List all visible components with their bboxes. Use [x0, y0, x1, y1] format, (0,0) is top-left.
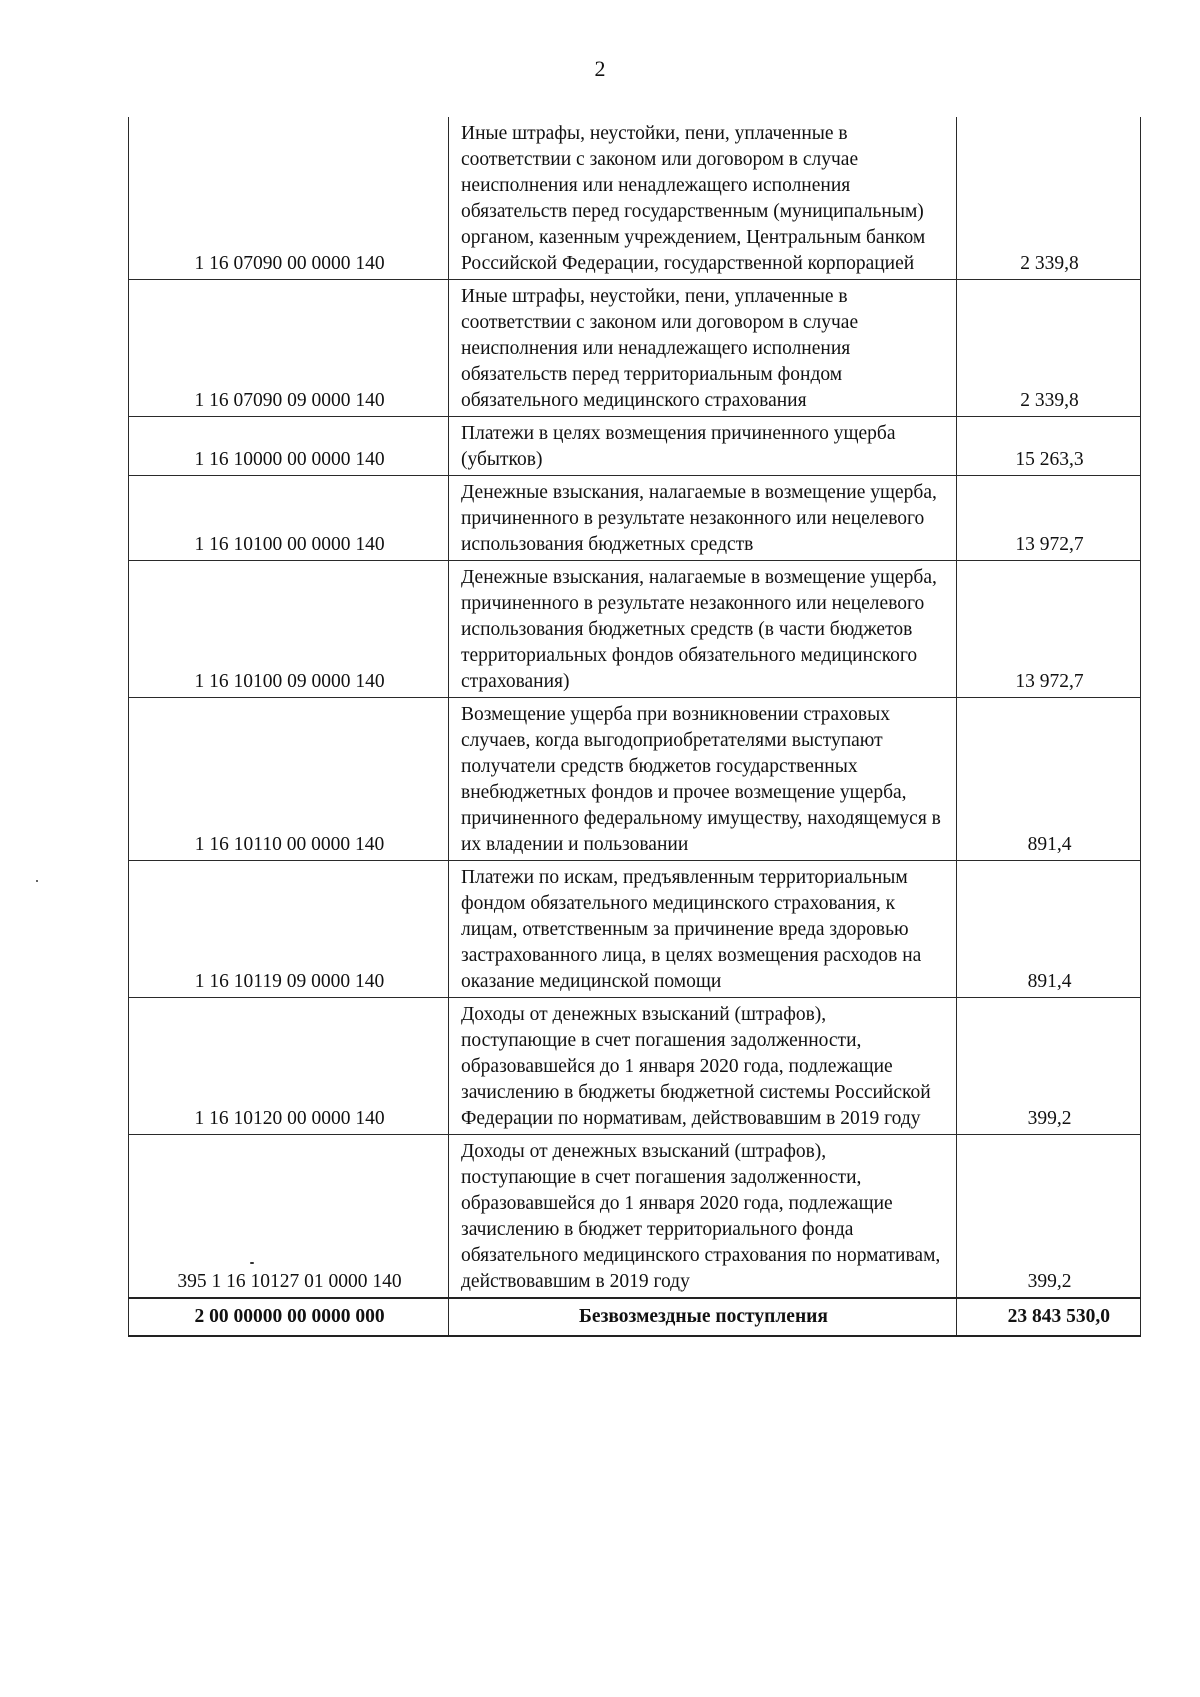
budget-code: 1 16 10100 09 0000 140	[129, 561, 449, 698]
table-row	[129, 561, 1141, 698]
total-row	[129, 1298, 1141, 1336]
revenue-name: Возмещение ущерба при возникновении страховых случаев, когда выгодоприобретателями выступают получатели средств бюджетов государственных внебюджетных фондов и прочее возмещение ущерба, причиненного федеральному имуществу, находящемуся в их владении и пользовании	[449, 698, 957, 861]
revenue-name: Доходы от денежных взысканий (штрафов), поступающие в счет погашения задолженности, образовавшейся до 1 января 2020 года, подлежащие зачислению в бюджеты бюджетной системы Российской Федерации по нормативам, действовавшим в 2019 году	[449, 998, 957, 1135]
scan-speck	[250, 1262, 254, 1264]
revenue-amount: 15 263,3	[957, 417, 1141, 476]
revenue-amount: 399,2	[957, 1135, 1141, 1299]
budget-code: 1 16 07090 09 0000 140	[129, 280, 449, 417]
table-row	[129, 280, 1141, 417]
revenue-amount: 2 339,8	[957, 117, 1141, 280]
total-name: Безвозмездные поступления	[449, 1298, 957, 1336]
revenue-amount: 891,4	[957, 861, 1141, 998]
table-row	[129, 117, 1141, 280]
budget-code: 1 16 10120 00 0000 140	[129, 998, 449, 1135]
table-row	[129, 998, 1141, 1135]
page-number: 2	[594, 56, 606, 81]
revenue-name: Доходы от денежных взысканий (штрафов), поступающие в счет погашения задолженности, образовавшейся до 1 января 2020 года, подлежащие зачислению в бюджет территориального фонда обязательного медицинского страхования по нормативам, действовавшим в 2019 году	[449, 1135, 957, 1299]
revenue-amount: 891,4	[957, 698, 1141, 861]
table-row	[129, 417, 1141, 476]
table-row	[129, 476, 1141, 561]
budget-code: 1 16 10119 09 0000 140	[129, 861, 449, 998]
scan-speck	[36, 880, 38, 882]
budget-code: 1 16 10110 00 0000 140	[129, 698, 449, 861]
revenue-name: Иные штрафы, неустойки, пени, уплаченные в соответствии с законом или договором в случае неисполнения или ненадлежащего исполнения обязательств перед территориальным фондом обязательного медицинского страхования	[449, 280, 957, 417]
revenue-name: Денежные взыскания, налагаемые в возмещение ущерба, причиненного в результате незаконного или нецелевого использования бюджетных средств	[449, 476, 957, 561]
table-row	[129, 861, 1141, 998]
total-amount: 23 843 530,0	[957, 1298, 1141, 1336]
table-row	[129, 1135, 1141, 1299]
revenue-name: Иные штрафы, неустойки, пени, уплаченные в соответствии с законом или договором в случае неисполнения или ненадлежащего исполнения обязательств перед государственным (муниципальным) органом, казенным учреждением, Центральным банком Российской Федерации, государственной корпорацией	[449, 117, 957, 280]
table-row	[129, 698, 1141, 861]
budget-code: 1 16 07090 00 0000 140	[129, 117, 449, 280]
budget-code: 395 1 16 10127 01 0000 140	[129, 1135, 449, 1299]
revenue-name: Платежи в целях возмещения причиненного ущерба (убытков)	[449, 417, 957, 476]
revenue-name: Денежные взыскания, налагаемые в возмещение ущерба, причиненного в результате незаконного или нецелевого использования бюджетных средств (в части бюджетов территориальных фондов обязательного медицинского страхования)	[449, 561, 957, 698]
revenue-amount: 13 972,7	[957, 476, 1141, 561]
revenue-name: Платежи по искам, предъявленным территориальным фондом обязательного медицинского страхования, к лицам, ответственным за причинение вреда здоровью застрахованного лица, в целях возмещения расходов на оказание медицинской помощи	[449, 861, 957, 998]
budget-code: 1 16 10000 00 0000 140	[129, 417, 449, 476]
revenue-amount: 13 972,7	[957, 561, 1141, 698]
budget-code: 1 16 10100 00 0000 140	[129, 476, 449, 561]
revenue-amount: 399,2	[957, 998, 1141, 1135]
total-code: 2 00 00000 00 0000 000	[129, 1298, 449, 1336]
revenue-table	[128, 117, 1141, 1337]
revenue-amount: 2 339,8	[957, 280, 1141, 417]
